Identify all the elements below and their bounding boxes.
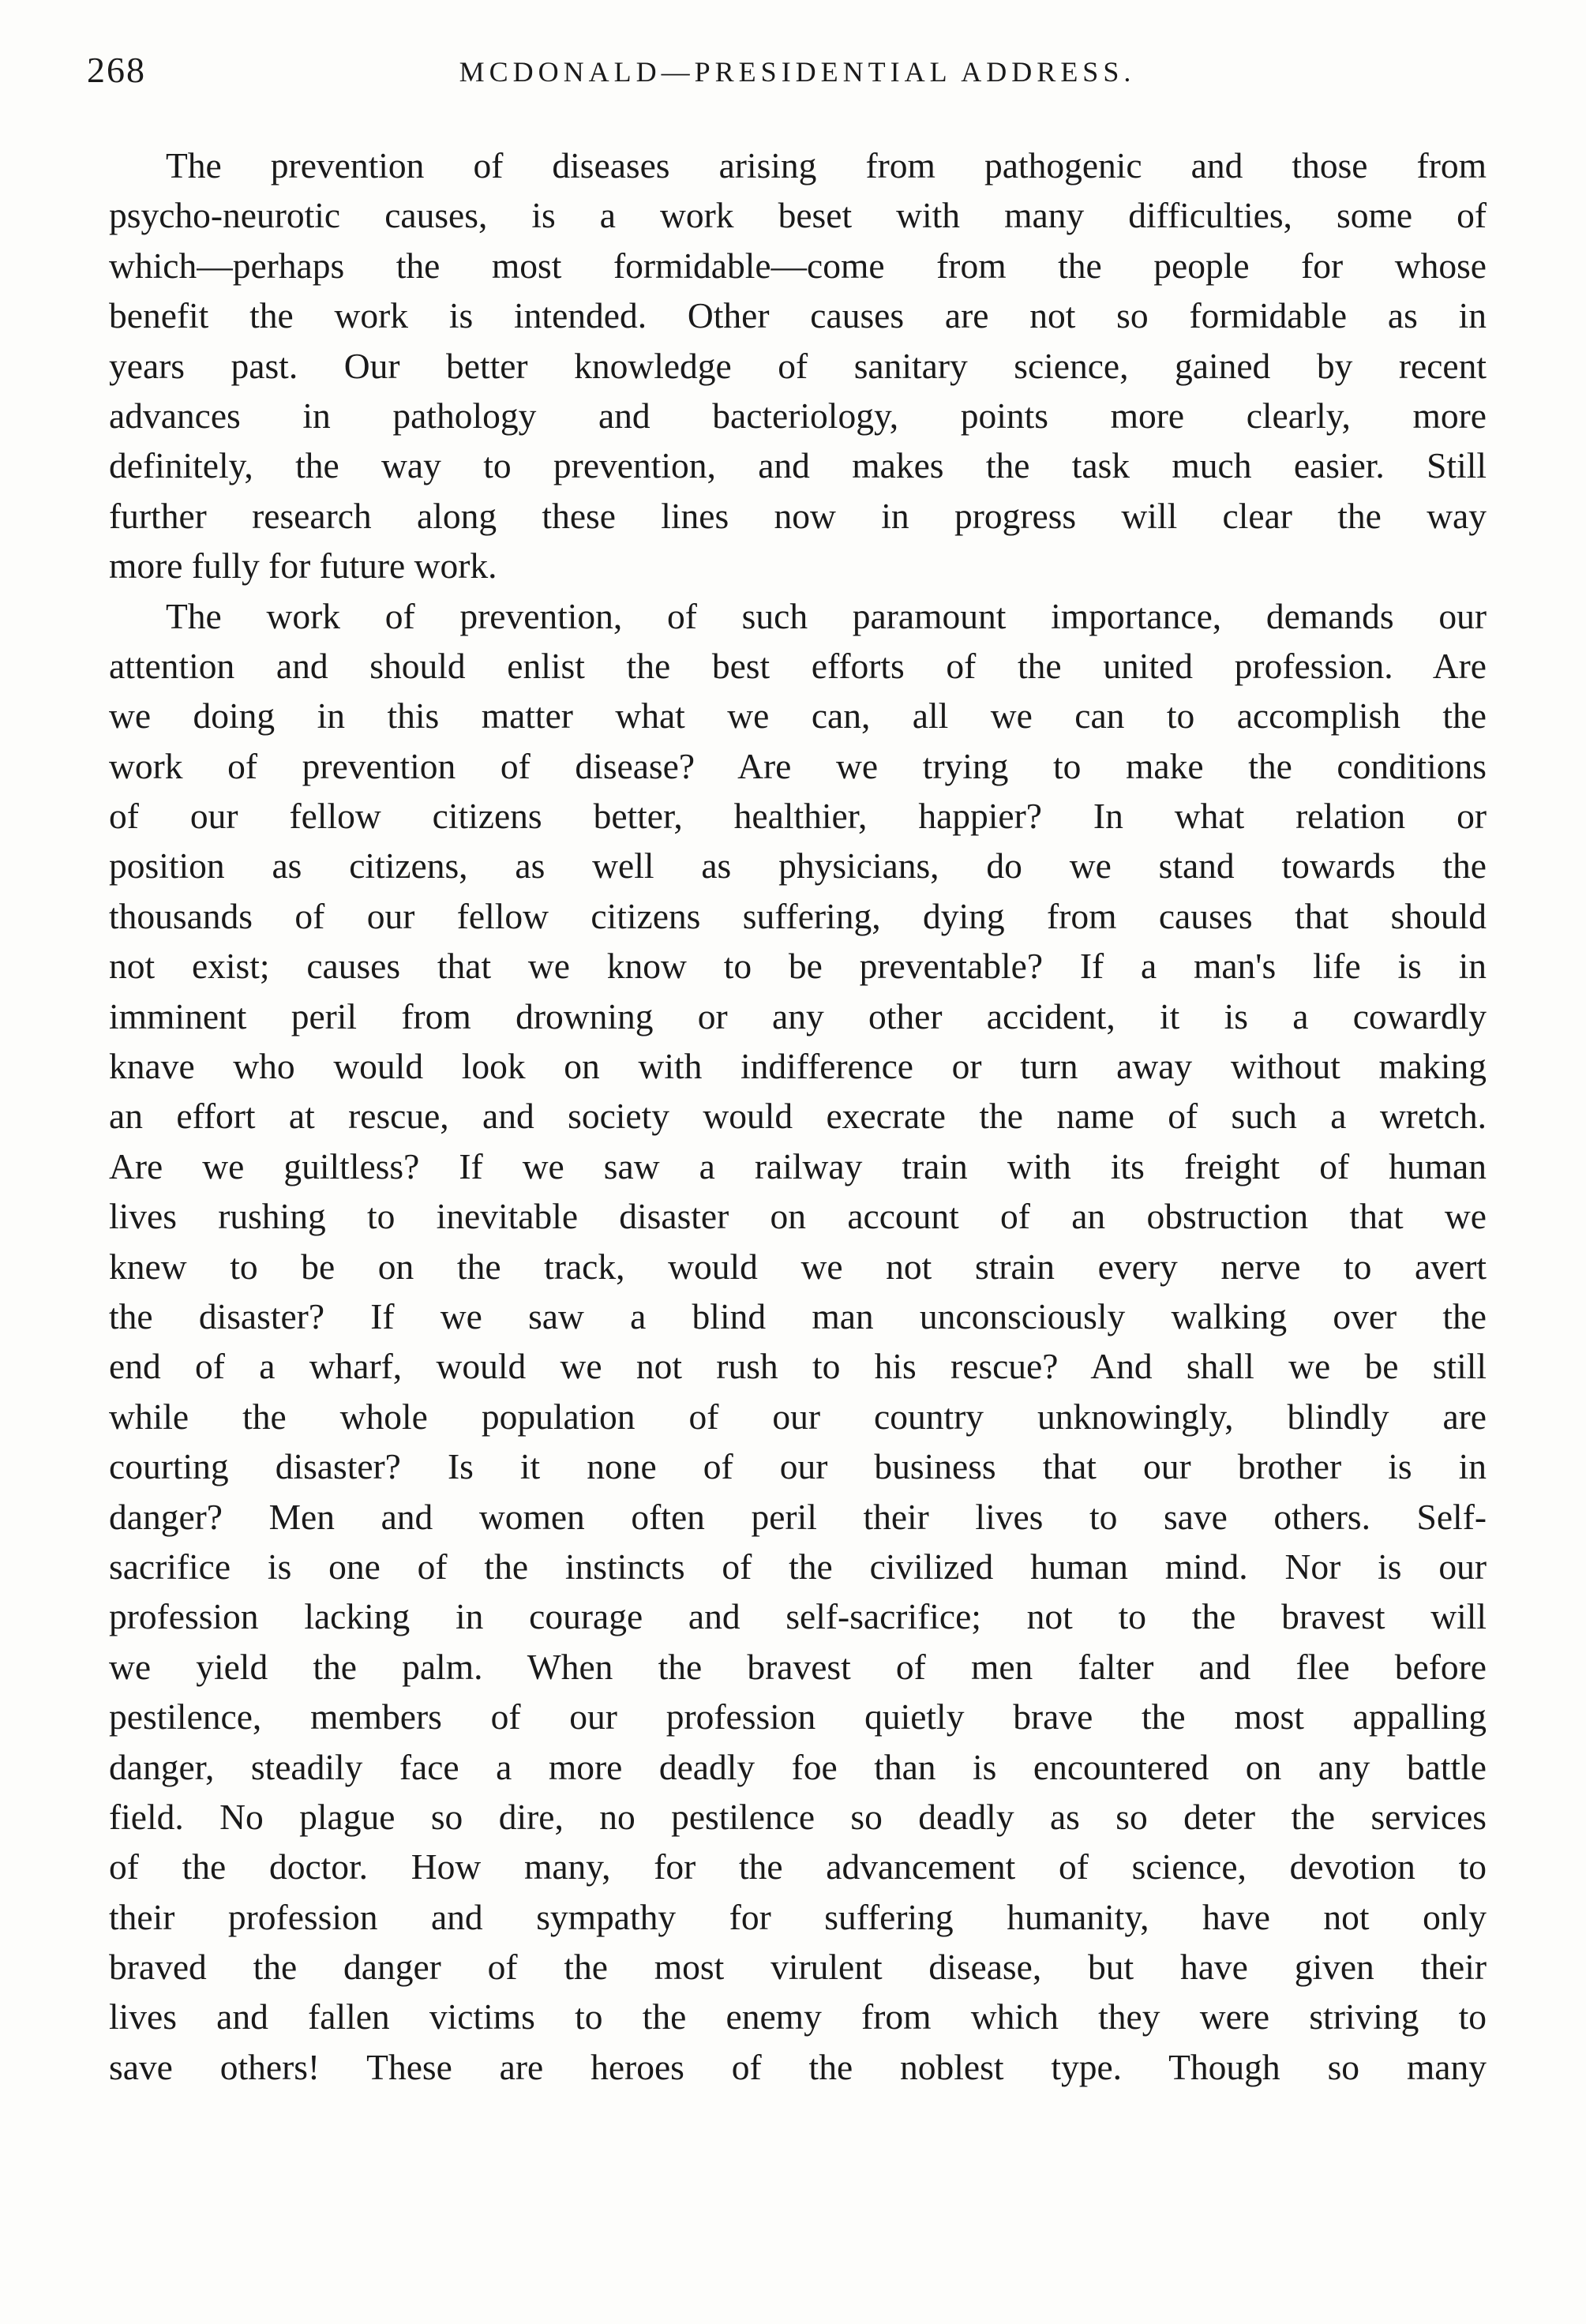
text-line: thousands of our fellow citizens suffering, dying from causes that should bbox=[109, 895, 1487, 936]
text-line: sacrifice is one of the instincts of the civilized human mind. Nor is our bbox=[109, 1546, 1487, 1587]
text-line: not exist; causes that we know to be preventable? If a man's life is in bbox=[109, 946, 1487, 987]
text-line: of the doctor. How many, for the advancement of science, devotion to bbox=[109, 1846, 1487, 1887]
body-text bbox=[109, 141, 1487, 2092]
text-line: Are we guiltless? If we saw a railway train with its freight of human bbox=[109, 1145, 1487, 1186]
text-line: while the whole population of our country unknowingly, blindly are bbox=[109, 1396, 1487, 1437]
text-line: we doing in this matter what we can, all we can to accomplish the bbox=[109, 695, 1487, 737]
text-line: imminent peril from drowning or any other accident, it is a cowardly bbox=[109, 995, 1487, 1036]
text-line: benefit the work is intended. Other causes are not so formidable as in bbox=[109, 295, 1487, 336]
text-line: years past. Our better knowledge of sanitary science, gained by recent bbox=[109, 345, 1487, 386]
text-line: the disaster? If we saw a blind man unconsciously walking over the bbox=[109, 1295, 1487, 1336]
text-line: position as citizens, as well as physicians, do we stand towards the bbox=[109, 845, 1487, 886]
text-line: profession lacking in courage and self-sacrifice; not to the bravest will bbox=[109, 1596, 1487, 1637]
text-line: pestilence, members of our profession quietly brave the most appalling bbox=[109, 1696, 1487, 1737]
text-line: lives and fallen victims to the enemy from which they were striving to bbox=[109, 1996, 1487, 2037]
text-line: their profession and sympathy for suffering humanity, have not only bbox=[109, 1896, 1487, 1937]
text-line: advances in pathology and bacteriology, points more clearly, more bbox=[109, 395, 1487, 436]
text-line: lives rushing to inevitable disaster on account of an obstruction that we bbox=[109, 1196, 1487, 1237]
text-line: more fully for future work. bbox=[109, 545, 497, 587]
text-line: save others! These are heroes of the noblest type. Though so many bbox=[109, 2046, 1487, 2087]
text-line: knave who would look on with indifference or turn away without making bbox=[109, 1046, 1487, 1087]
text-line: work of prevention of disease? Are we trying to make the conditions bbox=[109, 745, 1487, 786]
page-number: 268 bbox=[87, 50, 146, 90]
text-line: danger, steadily face a more deadly foe than is encountered on any battle bbox=[109, 1746, 1487, 1787]
text-line: of our fellow citizens better, healthier, happier? In what relation or bbox=[109, 796, 1487, 837]
text-line: The prevention of diseases arising from pathogenic and those from bbox=[166, 145, 1487, 186]
text-line: attention and should enlist the best efforts of the united profession. Are bbox=[109, 645, 1487, 686]
text-line: definitely, the way to prevention, and makes the task much easier. Still bbox=[109, 445, 1487, 486]
text-line: end of a wharf, would we not rush to his rescue? And shall we be still bbox=[109, 1346, 1487, 1387]
text-line: danger? Men and women often peril their lives to save others. Self- bbox=[109, 1496, 1487, 1537]
text-line: psycho-neurotic causes, is a work beset with many difficulties, some of bbox=[109, 195, 1487, 236]
text-line: we yield the palm. When the bravest of men falter and flee before bbox=[109, 1646, 1487, 1687]
text-line: field. No plague so dire, no pestilence so deadly as so deter the services bbox=[109, 1796, 1487, 1837]
text-line: an effort at rescue, and society would execrate the name of such a wretch. bbox=[109, 1096, 1487, 1137]
running-title: MCDONALD—PRESIDENTIAL ADDRESS. bbox=[459, 56, 1136, 88]
text-line: knew to be on the track, would we not strain every nerve to avert bbox=[109, 1246, 1487, 1287]
text-line: further research along these lines now in progress will clear the way bbox=[109, 495, 1487, 536]
running-head bbox=[87, 49, 1508, 96]
text-line: which—perhaps the most formidable—come from the people for whose bbox=[109, 245, 1487, 286]
text-line: braved the danger of the most virulent disease, but have given their bbox=[109, 1947, 1487, 1988]
text-line: courting disaster? Is it none of our business that our brother is in bbox=[109, 1446, 1487, 1487]
text-line: The work of prevention, of such paramount importance, demands our bbox=[166, 595, 1487, 636]
